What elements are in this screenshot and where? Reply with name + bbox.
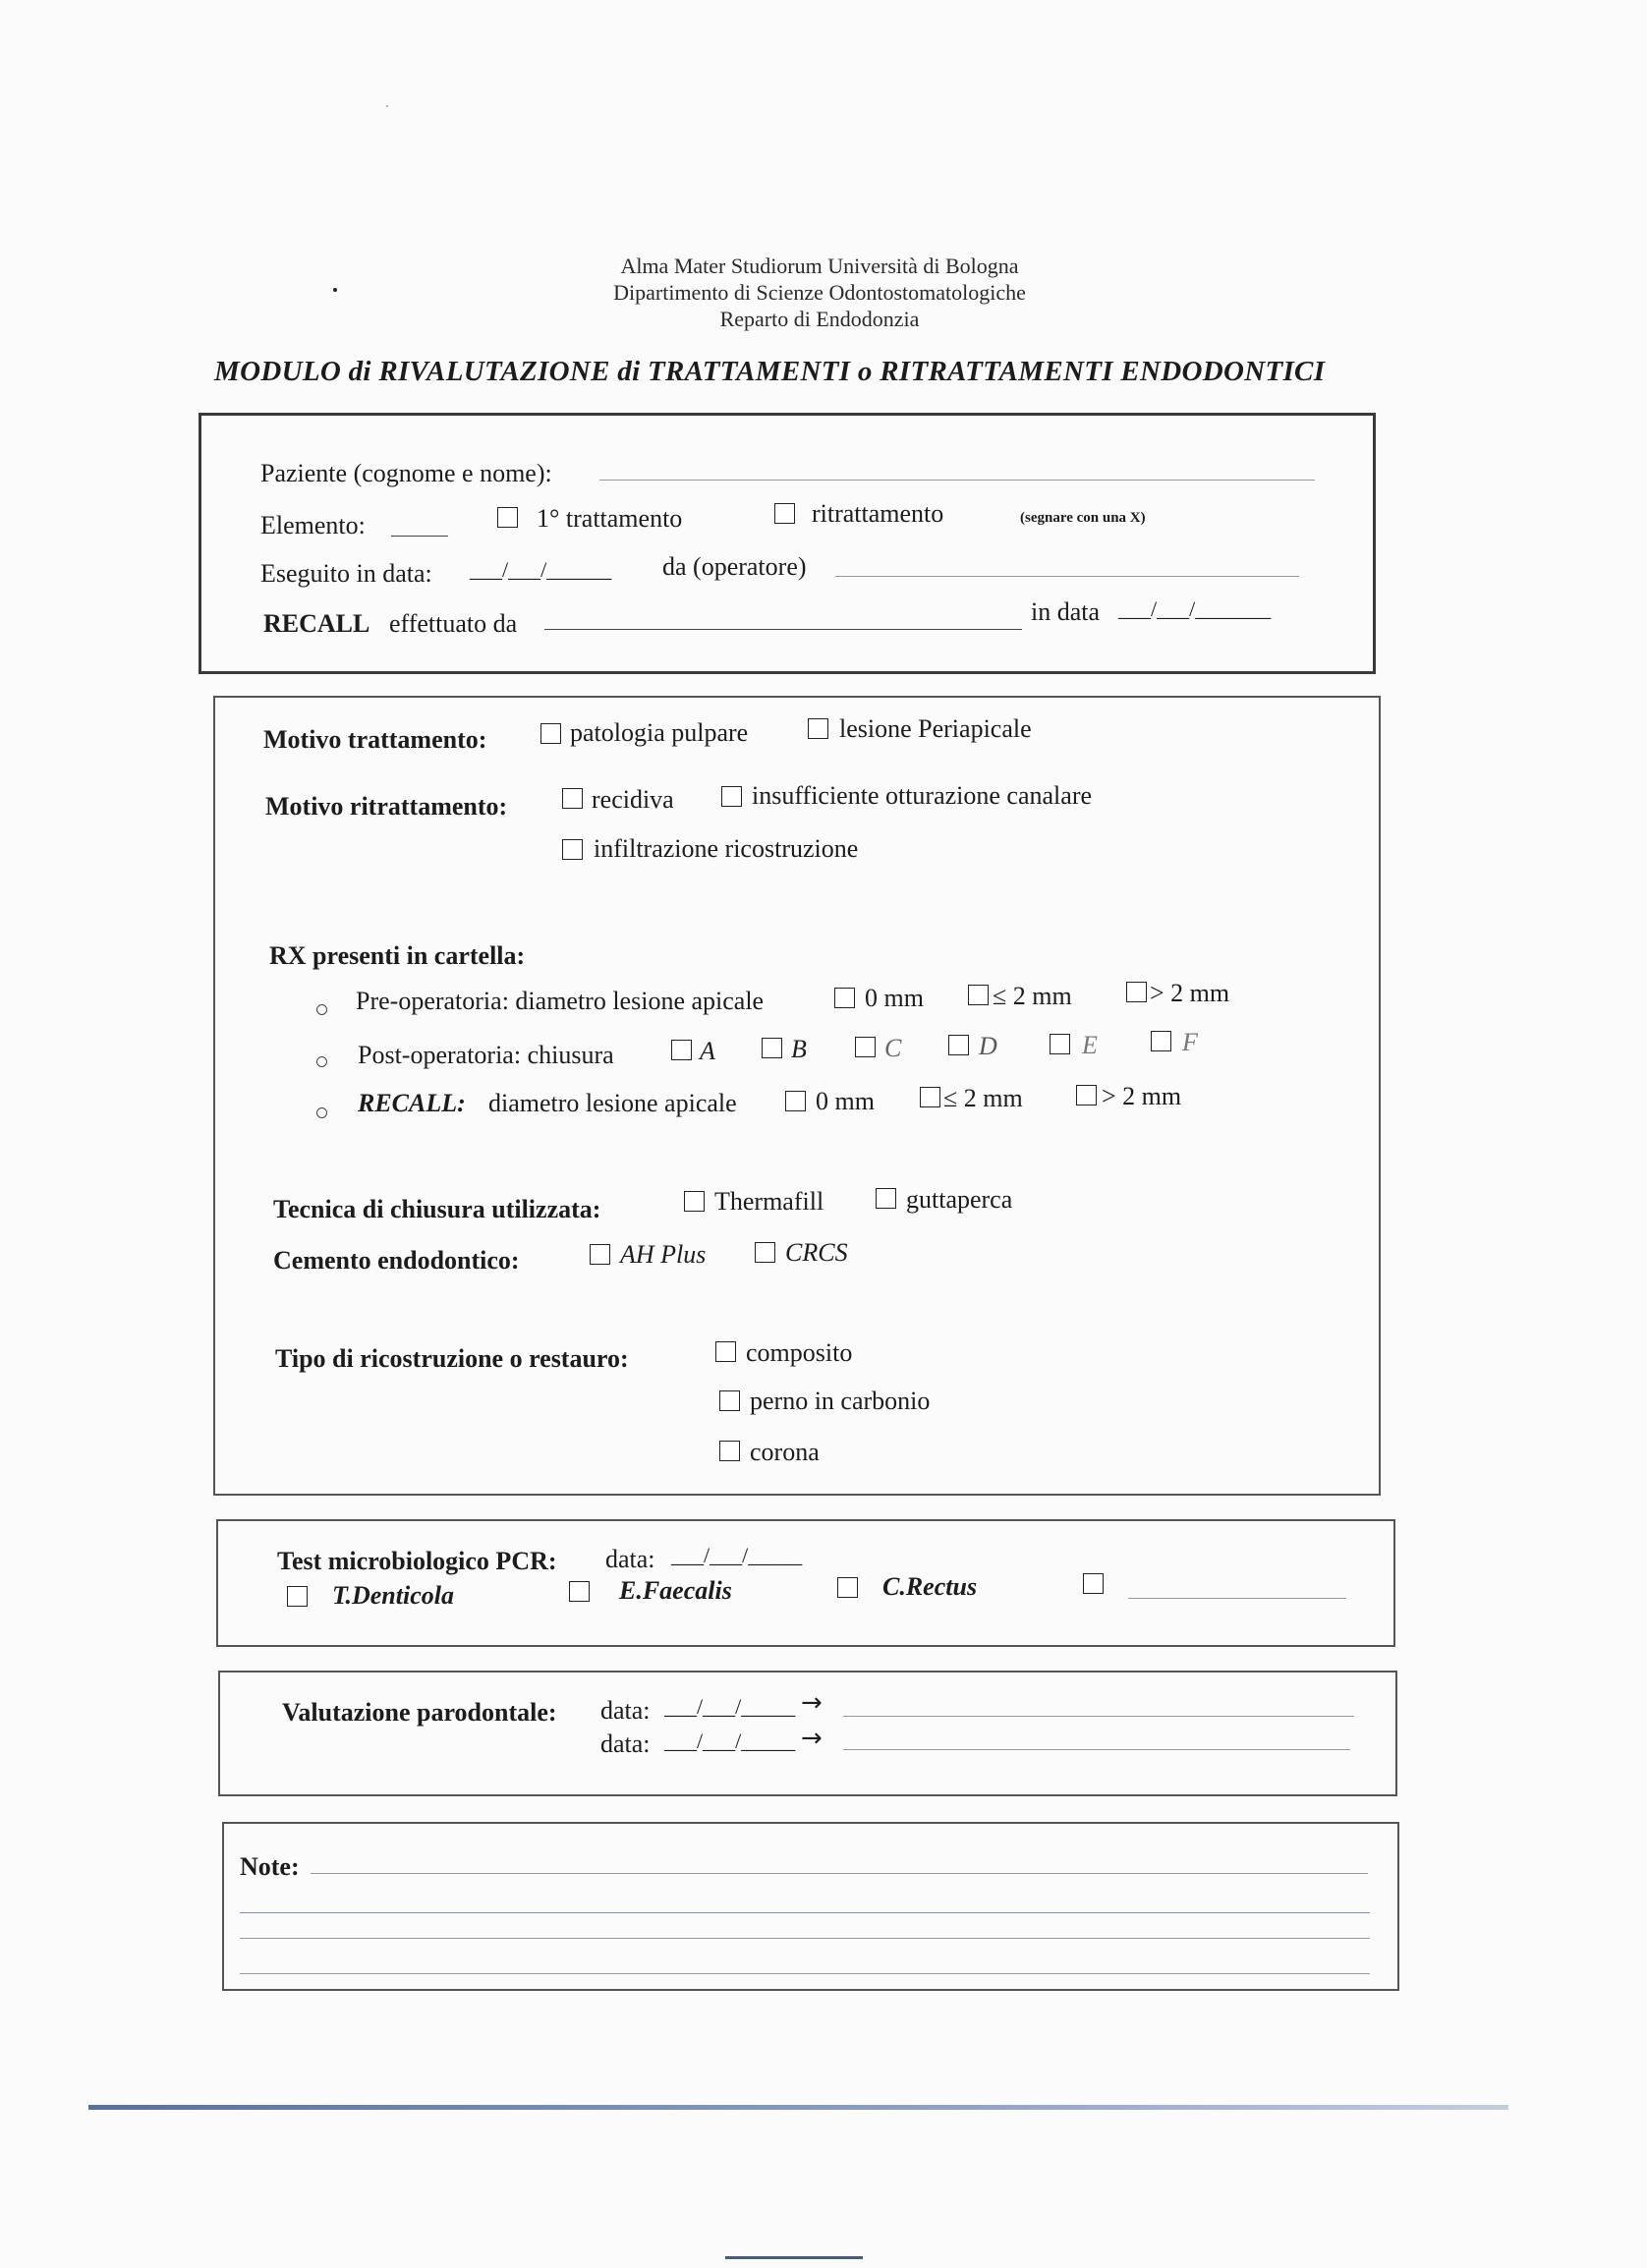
paro-data-label-2: data: (600, 1729, 651, 1758)
recall-gt2mm-label: > 2 mm (1102, 1082, 1182, 1110)
post-op-a-label: A (700, 1037, 715, 1065)
in-data-label: in data (1031, 597, 1101, 626)
thermafill-label: Thermafill (714, 1187, 824, 1216)
patient-section (199, 413, 1376, 674)
in-data-field[interactable]: ___/___/_______ (1118, 596, 1272, 621)
infiltrazione-ricostruzione-checkbox[interactable] (562, 839, 583, 860)
pre-op-le2mm-checkbox[interactable] (968, 985, 989, 1005)
eseguito-date-field[interactable]: ___/___/______ (470, 557, 612, 582)
paro-value-field-1[interactable] (843, 1716, 1354, 1717)
primo-trattamento-label: 1° trattamento (537, 504, 683, 533)
recidiva-checkbox[interactable] (562, 788, 583, 809)
pre-op-gt2mm-checkbox[interactable] (1126, 982, 1147, 1002)
scan-edge-stub (725, 2256, 863, 2259)
note-line[interactable] (240, 1912, 1370, 1913)
primo-trattamento-checkbox[interactable] (497, 507, 518, 528)
ah-plus-label: AH Plus (620, 1240, 707, 1269)
pcr-date-field[interactable]: ___/___/_____ (671, 1543, 803, 1567)
c-rectus-label: C.Rectus (882, 1572, 978, 1601)
header-department: Dipartimento di Scienze Odontostomatologiche (613, 280, 1026, 305)
paro-label: Valutazione parodontale: (282, 1698, 557, 1727)
e-faecalis-checkbox[interactable] (569, 1581, 590, 1602)
post-op-e-label: E (1082, 1031, 1098, 1059)
paro-date-field-2[interactable]: ___/___/_____ (664, 1729, 796, 1753)
tecnica-label: Tecnica di chiusura utilizzata: (273, 1195, 601, 1223)
patologia-pulpare-label: patologia pulpare (570, 718, 749, 747)
operatore-field[interactable] (835, 576, 1299, 577)
other-organism-checkbox[interactable] (1083, 1573, 1104, 1594)
paro-data-label-1: data: (600, 1696, 651, 1725)
header-university: Alma Mater Studiorum Università di Bologna (620, 254, 1019, 278)
recall-0mm-label: 0 mm (816, 1087, 875, 1115)
note-line[interactable] (311, 1873, 1368, 1874)
ricostruzione-label: Tipo di ricostruzione o restauro: (275, 1344, 629, 1373)
scan-edge-rule (88, 2105, 1508, 2110)
insufficiente-otturazione-label: insufficiente otturazione canalare (752, 781, 1093, 810)
note-section (222, 1822, 1399, 1991)
header-ward: Reparto di Endodonzia (719, 307, 920, 331)
post-op-b-label: B (791, 1035, 807, 1063)
e-faecalis-label: E.Faecalis (619, 1576, 732, 1605)
post-op-d-label: D (979, 1032, 997, 1060)
perno-carbonio-label: perno in carbonio (750, 1387, 931, 1415)
arrow-right-icon: → (801, 1688, 823, 1718)
motivo-trattamento-label: Motivo trattamento: (263, 725, 487, 754)
corona-checkbox[interactable] (719, 1441, 740, 1461)
insufficiente-otturazione-checkbox[interactable] (721, 786, 742, 807)
paro-date-field-1[interactable]: ___/___/_____ (664, 1694, 796, 1719)
infiltrazione-ricostruzione-label: infiltrazione ricostruzione (594, 834, 859, 863)
paro-value-field-2[interactable] (843, 1749, 1350, 1750)
post-op-b-checkbox[interactable] (762, 1038, 782, 1058)
guttaperca-checkbox[interactable] (876, 1188, 896, 1209)
post-op-f-checkbox[interactable] (1151, 1031, 1171, 1051)
recall-rest: effettuato da (389, 609, 518, 638)
note-label: Note: (240, 1852, 300, 1881)
recall-gt2mm-checkbox[interactable] (1076, 1085, 1097, 1106)
ritrattamento-label: ritrattamento (812, 499, 944, 528)
arrow-right-icon: → (801, 1724, 823, 1753)
recall-rx-rest: diametro lesione apicale (488, 1089, 737, 1117)
ritrattamento-checkbox[interactable] (774, 503, 795, 524)
pre-op-label: Pre-operatoria: diametro lesione apicale (356, 987, 765, 1015)
perno-carbonio-checkbox[interactable] (719, 1390, 740, 1411)
guttaperca-label: guttaperca (906, 1185, 1013, 1214)
t-denticola-label: T.Denticola (332, 1581, 454, 1610)
recall-le2mm-checkbox[interactable] (920, 1087, 940, 1107)
post-op-e-checkbox[interactable] (1050, 1034, 1070, 1054)
other-organism-field[interactable] (1128, 1598, 1346, 1599)
form-title: MODULO di RIVALUTAZIONE di TRATTAMENTI o RITRATTAMENTI ENDODONTICI (214, 356, 1326, 387)
post-op-label: Post-operatoria: chiusura (358, 1041, 614, 1069)
recall-rx-label: RECALL: (358, 1089, 466, 1117)
pre-op-le2mm-label: ≤ 2 mm (993, 982, 1072, 1010)
pre-op-0mm-label: 0 mm (865, 984, 924, 1012)
segnare-note: (segnare con una X) (1020, 510, 1146, 526)
c-rectus-checkbox[interactable] (837, 1577, 858, 1598)
bullet-icon (316, 1056, 327, 1067)
thermafill-checkbox[interactable] (684, 1191, 705, 1212)
composito-checkbox[interactable] (715, 1341, 736, 1362)
lesione-periapicale-label: lesione Periapicale (839, 714, 1032, 743)
pcr-label: Test microbiologico PCR: (277, 1547, 557, 1575)
ah-plus-checkbox[interactable] (590, 1244, 610, 1265)
post-op-d-checkbox[interactable] (948, 1035, 969, 1055)
recall-le2mm-label: ≤ 2 mm (943, 1084, 1023, 1112)
pre-op-0mm-checkbox[interactable] (834, 988, 855, 1008)
rx-label: RX presenti in cartella: (269, 941, 526, 970)
bullet-icon (316, 1004, 327, 1015)
pre-op-gt2mm-label: > 2 mm (1150, 979, 1230, 1007)
motivo-ritrattamento-label: Motivo ritrattamento: (265, 792, 508, 821)
scan-speck (386, 105, 388, 107)
elemento-field[interactable] (391, 536, 448, 537)
post-op-a-checkbox[interactable] (671, 1040, 692, 1060)
crcs-label: CRCS (785, 1238, 848, 1267)
lesione-periapicale-checkbox[interactable] (808, 718, 828, 739)
post-op-c-checkbox[interactable] (855, 1037, 876, 1057)
composito-label: composito (746, 1338, 853, 1367)
operatore-label: da (operatore) (662, 552, 807, 581)
recall-0mm-checkbox[interactable] (785, 1091, 806, 1111)
t-denticola-checkbox[interactable] (287, 1586, 308, 1607)
paziente-label: Paziente (cognome e nome): (260, 459, 552, 487)
elemento-label: Elemento: (260, 511, 366, 539)
post-op-f-label: F (1182, 1028, 1198, 1056)
crcs-checkbox[interactable] (755, 1242, 775, 1263)
eseguito-label: Eseguito in data: (260, 559, 432, 588)
note-line[interactable] (240, 1973, 1370, 1974)
corona-label: corona (750, 1438, 820, 1466)
recidiva-label: recidiva (592, 785, 674, 814)
post-op-c-label: C (884, 1034, 902, 1062)
recall-label: RECALL (263, 609, 370, 638)
patologia-pulpare-checkbox[interactable] (540, 723, 561, 744)
pcr-data-label: data: (605, 1545, 655, 1573)
bullet-icon (316, 1107, 327, 1118)
cemento-label: Cemento endodontico: (273, 1246, 520, 1275)
paziente-field[interactable] (599, 480, 1315, 481)
recall-operatore-field[interactable] (544, 629, 1022, 630)
note-line[interactable] (240, 1938, 1370, 1939)
